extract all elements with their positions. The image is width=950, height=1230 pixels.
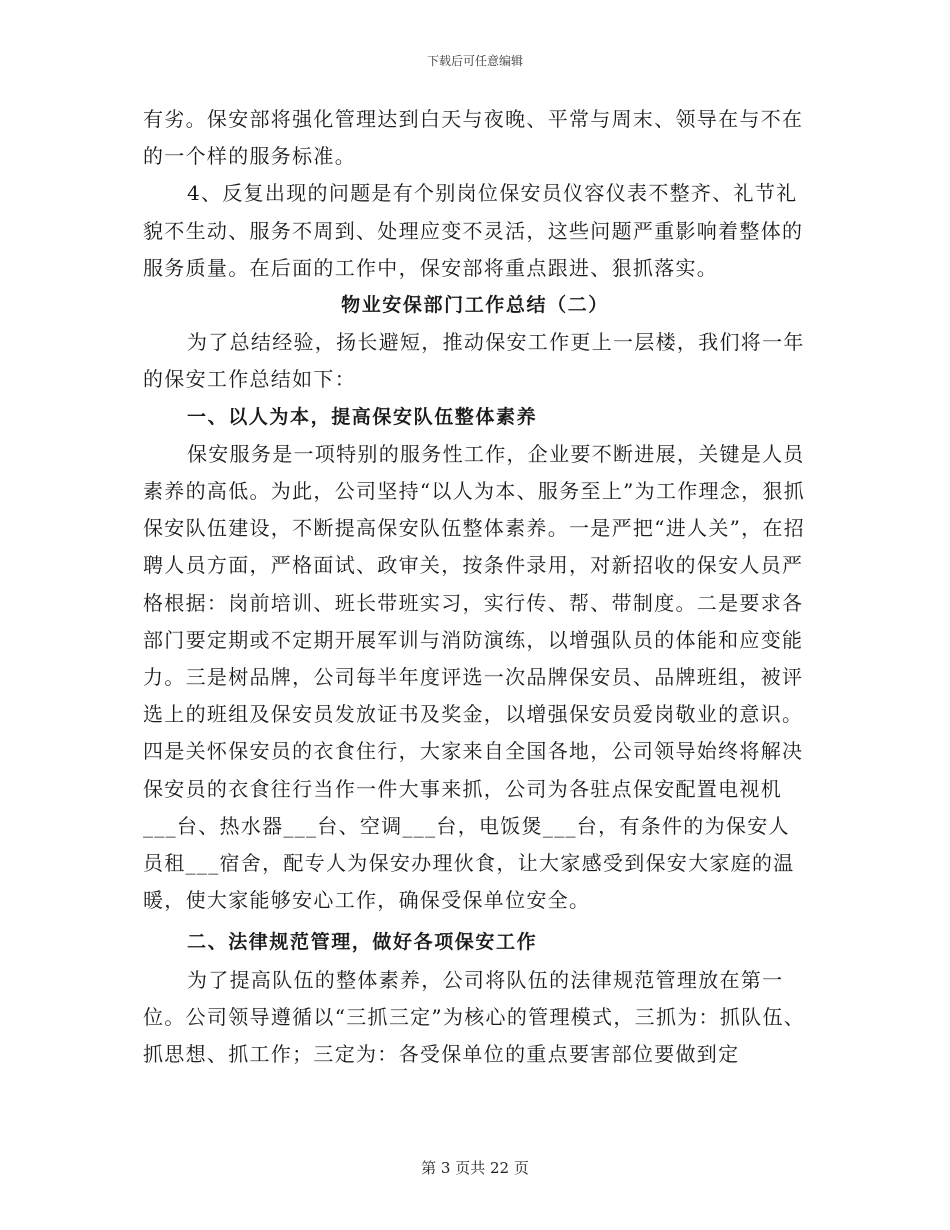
section-title: 物业安保部门工作总结（二） xyxy=(341,294,609,317)
paragraph-issue-4: 4、反复出现的问题是有个别岗位保安员仪容仪表不整齐、礼节礼貌不生动、服务不周到、处理应变不灵活，这些问题严重影响着整体的服务质量。在后面的工作中，保安部将重点跟进、狠抓落实。 xyxy=(143,181,804,280)
page-number: 第 3 页共 22 页 xyxy=(421,1159,529,1177)
paragraph-legal-management: 为了提高队伍的整体素养，公司将队伍的法律规范管理放在第一位。公司领导遵循以“三抓三定”为核心的管理模式，三抓为：抓队伍、抓思想、抓工作；三定为：各受保单位的重点要害部位要做到定 xyxy=(143,967,806,1067)
heading-legal-management: 二、法律规范管理，做好各项保安工作 xyxy=(187,931,538,954)
paragraph-continued: 有劣。保安部将强化管理达到白天与夜晚、平常与周末、领导在与不在的一个样的服务标准。 xyxy=(143,107,804,169)
page-header-note: 下载后可任意编辑 xyxy=(426,54,523,68)
paragraph-people-oriented: 保安服务是一项特别的服务性工作，企业要不断进展，关键是人员素养的高低。为此，公司坚持“以人为本、服务至上”为工作理念，狠抓保安队伍建设，不断提高保安队伍整体素养。一是严把“进人关”，在招聘人员方面，严格面试、政审关，按条件录用，对新招收的保安人员严格根据：岗前培训、班长带班实习，实行传、帮、带制度。二是要求各部门要定期或不定期开展军训与消防演练，以增强队员的体能和应变能力。三是树品牌，公司每半年度评选一次品牌保安员、品牌班组，被评选上的班组及保安员发放证书及奖金，以增强保安员爱岗敬业的意识。四是关怀保安员的衣食住行，大家来自全国各地，公司领导始终将解决保安员的衣食往行当作一件大事来抓，公司为各驻点保安配置电视机___台、热水器___台、空调___台，电饭煲___台，有条件的为保安人员租___宿舍，配专人为保安办理伙食，让大家感受到保安大家庭的温暖，使大家能够安心工作，确保受保单位安全。 xyxy=(143,441,806,913)
paragraph-intro: 为了总结经验，扬长避短，推动保安工作更上一层楼，我们将一年的保安工作总结如下： xyxy=(143,330,805,392)
document-body xyxy=(143,101,807,1073)
heading-people-oriented: 一、以人为本，提高保安队伍整体素养 xyxy=(187,405,538,428)
